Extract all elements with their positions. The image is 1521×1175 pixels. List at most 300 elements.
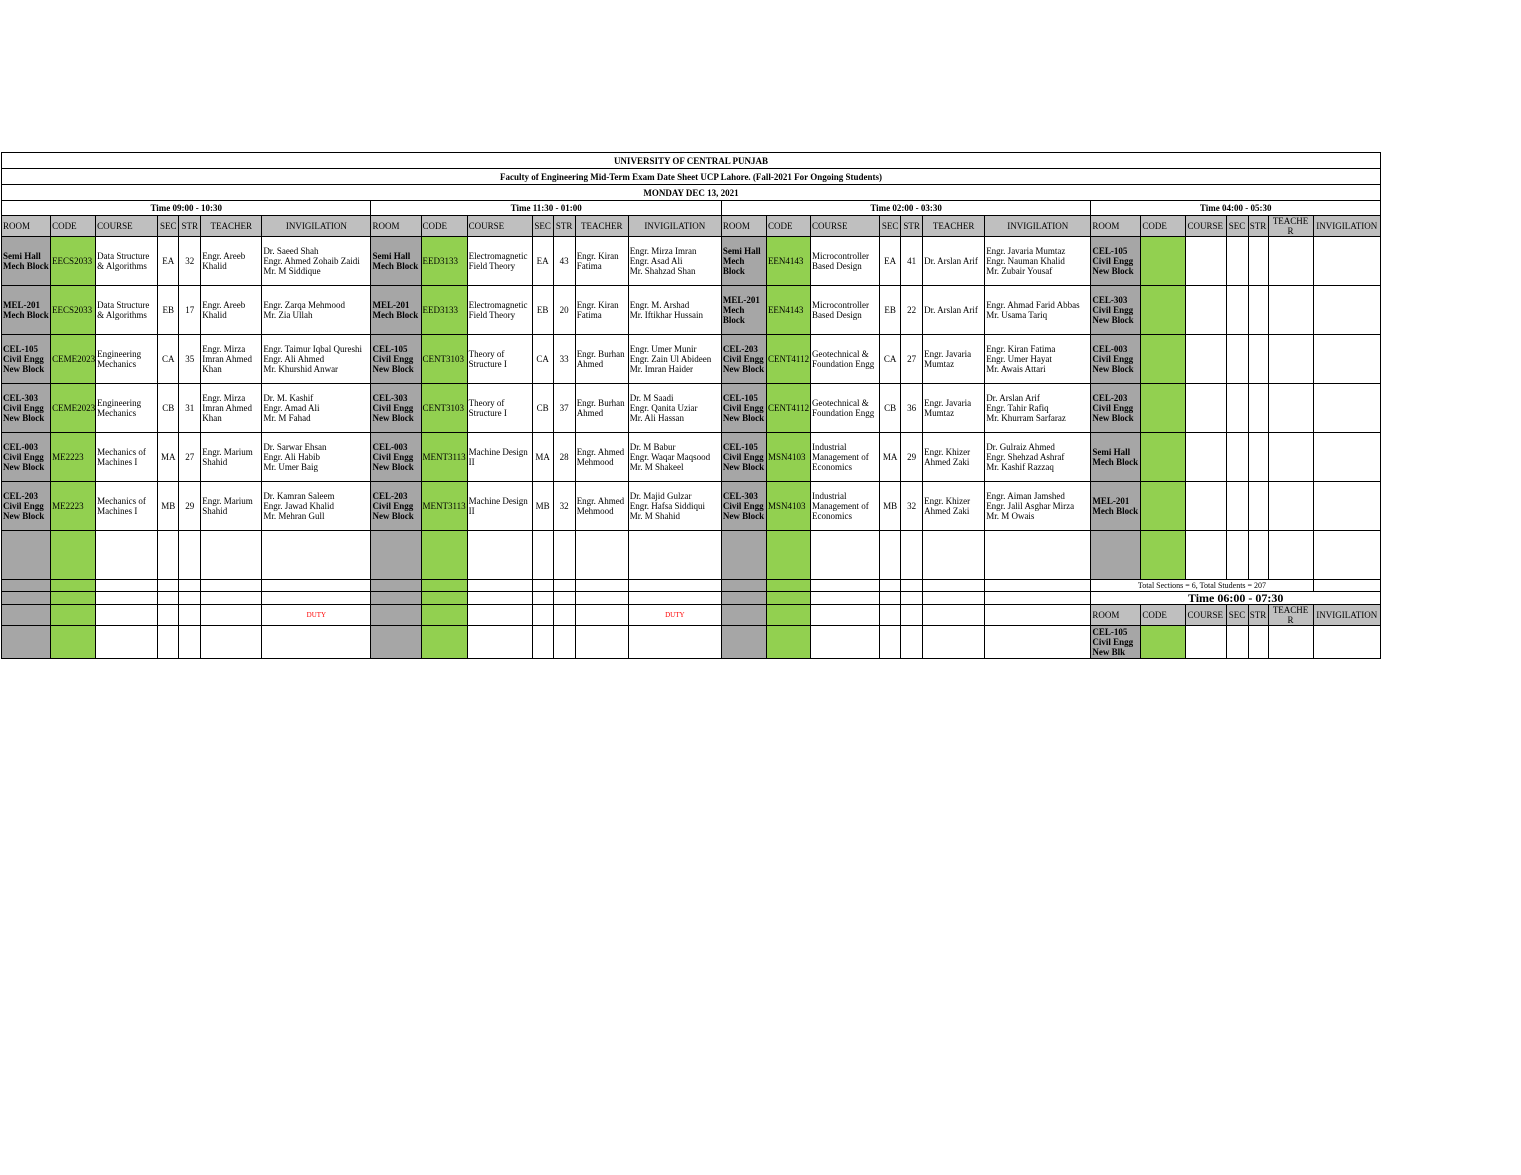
str-cell: 32 xyxy=(901,482,923,531)
table-row xyxy=(2,237,1381,286)
teacher-cell: Engr. Ahmed Mehmood xyxy=(575,433,628,482)
code-cell xyxy=(51,605,96,626)
code-cell xyxy=(766,626,810,659)
code-cell xyxy=(1141,482,1186,531)
code-cell: ME2223 xyxy=(51,482,96,531)
col-header-teacher: TEACHE R xyxy=(1268,605,1313,626)
teacher-cell: Engr. Javaria Mumtaz xyxy=(923,335,985,384)
str-cell: 32 xyxy=(553,482,575,531)
empty-cell xyxy=(1313,626,1380,659)
table-row xyxy=(2,286,1381,335)
code-cell xyxy=(1141,335,1186,384)
empty-cell xyxy=(1313,482,1380,531)
empty-cell xyxy=(1226,237,1248,286)
str-cell: 37 xyxy=(553,384,575,433)
empty-cell xyxy=(575,531,628,580)
time-slot-header: Time 04:00 - 05:30 xyxy=(1091,201,1381,216)
empty-cell xyxy=(985,592,1091,605)
empty-cell xyxy=(901,592,923,605)
code-cell: EED3133 xyxy=(421,237,467,286)
empty-cell xyxy=(1248,384,1268,433)
empty-cell xyxy=(1186,482,1226,531)
empty-cell xyxy=(532,531,553,580)
exam-subtitle: Faculty of Engineering Mid-Term Exam Date Sheet UCP Lahore. (Fall-2021 For Ongoing Students) xyxy=(2,169,1381,185)
course-cell: Mechanics of Machines I xyxy=(96,433,158,482)
col-header-invigilation: INVIGILATION xyxy=(262,216,371,237)
empty-cell xyxy=(628,580,721,592)
invigilation-cell: Engr. Mirza Imran Engr. Asad Ali Mr. Shahzad Shan xyxy=(628,237,721,286)
empty-cell xyxy=(467,580,532,592)
code-cell: ME2223 xyxy=(51,433,96,482)
empty-cell xyxy=(575,580,628,592)
room-cell xyxy=(371,531,421,580)
empty-cell xyxy=(628,531,721,580)
teacher-cell: Dr. Arslan Arif xyxy=(923,237,985,286)
str-cell: 35 xyxy=(179,335,201,384)
invigilation-cell: Dr. Gulraiz Ahmed Engr. Shehzad Ashraf Mr. Kashif Razzaq xyxy=(985,433,1091,482)
empty-cell xyxy=(467,626,532,659)
room-cell xyxy=(721,580,766,592)
sec-cell: CA xyxy=(532,335,553,384)
code-cell xyxy=(51,580,96,592)
sec-cell: EA xyxy=(880,237,901,286)
code-cell: EECS2033 xyxy=(51,237,96,286)
empty-cell xyxy=(1186,335,1226,384)
code-cell xyxy=(1141,626,1186,659)
invigilation-cell: Engr. Zarqa Mehmood Mr. Zia Ullah xyxy=(262,286,371,335)
empty-cell xyxy=(179,580,201,592)
teacher-cell: Engr. Ahmed Mehmood xyxy=(575,482,628,531)
room-cell xyxy=(2,626,51,659)
teacher-cell: Engr. Kiran Fatima xyxy=(575,286,628,335)
invigilation-cell: Dr. M. Kashif Engr. Amad Ali Mr. M Fahad xyxy=(262,384,371,433)
col-header-sec: SEC xyxy=(1226,605,1248,626)
code-cell: CENT4112 xyxy=(766,384,810,433)
col-header-invigilation: INVIGILATION xyxy=(985,216,1091,237)
empty-cell xyxy=(158,626,179,659)
code-cell: CEME2023 xyxy=(51,335,96,384)
code-cell xyxy=(51,626,96,659)
time-slot-header: Time 06:00 - 07:30 xyxy=(1091,592,1381,605)
room-cell: CEL-303 Civil Engg New Block xyxy=(371,384,421,433)
empty-cell xyxy=(880,580,901,592)
empty-cell xyxy=(1248,237,1268,286)
empty-cell xyxy=(96,626,158,659)
code-cell xyxy=(1141,433,1186,482)
empty-cell xyxy=(262,626,371,659)
str-cell: 22 xyxy=(901,286,923,335)
empty-cell xyxy=(1268,335,1313,384)
empty-cell xyxy=(179,531,201,580)
sec-cell: CB xyxy=(880,384,901,433)
empty-cell xyxy=(1186,531,1226,580)
empty-cell xyxy=(179,605,201,626)
empty-cell xyxy=(901,605,923,626)
course-cell: Microcontroller Based Design xyxy=(810,237,879,286)
col-header-room: ROOM xyxy=(371,216,421,237)
empty-cell xyxy=(467,605,532,626)
empty-cell xyxy=(158,605,179,626)
teacher-cell: Engr. Mirza Imran Ahmed Khan xyxy=(201,335,262,384)
invigilation-cell: Dr. M Babur Engr. Waqar Maqsood Mr. M Shakeel xyxy=(628,433,721,482)
duty-label: DUTY xyxy=(628,605,721,626)
sec-cell: EA xyxy=(158,237,179,286)
course-cell: Theory of Structure I xyxy=(467,384,532,433)
sec-cell: MA xyxy=(880,433,901,482)
course-cell: Industrial Management of Economics xyxy=(810,433,879,482)
empty-cell xyxy=(262,531,371,580)
code-cell xyxy=(766,592,810,605)
col-header-code: CODE xyxy=(1141,605,1186,626)
room-cell: CEL-203 Civil Engg New Block xyxy=(2,482,51,531)
teacher-cell: Engr. Areeb Khalid xyxy=(201,286,262,335)
empty-cell xyxy=(96,531,158,580)
invigilation-cell: Engr. M. Arshad Mr. Iftikhar Hussain xyxy=(628,286,721,335)
str-cell: 29 xyxy=(901,433,923,482)
time-slot-header: Time 02:00 - 03:30 xyxy=(721,201,1090,216)
invigilation-cell: Engr. Aiman Jamshed Engr. Jalil Asghar Mirza Mr. M Owais xyxy=(985,482,1091,531)
room-cell: Semi Hall Mech Block xyxy=(721,237,766,286)
course-cell: Electromagnetic Field Theory xyxy=(467,237,532,286)
room-cell: Semi Hall Mech Block xyxy=(371,237,421,286)
invigilation-cell: Dr. Saeed Shah Engr. Ahmed Zohaib Zaidi Mr. M Siddique xyxy=(262,237,371,286)
empty-cell xyxy=(532,626,553,659)
empty-cell xyxy=(1268,237,1313,286)
sec-cell: CA xyxy=(158,335,179,384)
empty-cell xyxy=(1226,531,1248,580)
teacher-cell: Dr. Arslan Arif xyxy=(923,286,985,335)
empty-cell xyxy=(923,580,985,592)
empty-cell xyxy=(1268,626,1313,659)
empty-cell xyxy=(1248,531,1268,580)
str-cell: 32 xyxy=(179,237,201,286)
col-header-code: CODE xyxy=(766,216,810,237)
room-cell: CEL-105 Civil Engg New Block xyxy=(721,384,766,433)
course-cell: Machine Design II xyxy=(467,482,532,531)
code-cell: CENT3103 xyxy=(421,384,467,433)
room-cell xyxy=(2,605,51,626)
col-header-sec: SEC xyxy=(158,216,179,237)
invigilation-cell: Engr. Kiran Fatima Engr. Umer Hayat Mr. Awais Attari xyxy=(985,335,1091,384)
room-cell: CEL-105 Civil Engg New Block xyxy=(371,335,421,384)
empty-cell xyxy=(201,626,262,659)
empty-cell xyxy=(1186,237,1226,286)
empty-cell xyxy=(553,626,575,659)
col-header-str: STR xyxy=(553,216,575,237)
empty-cell xyxy=(96,580,158,592)
course-cell: Geotechnical & Foundation Engg xyxy=(810,384,879,433)
empty-cell xyxy=(553,580,575,592)
room-cell: CEL-303 Civil Engg New Block xyxy=(1091,286,1141,335)
empty-cell xyxy=(1226,384,1248,433)
room-cell: CEL-003 Civil Engg New Block xyxy=(2,433,51,482)
col-header-course: COURSE xyxy=(467,216,532,237)
str-cell: 27 xyxy=(901,335,923,384)
course-cell: Theory of Structure I xyxy=(467,335,532,384)
invigilation-cell: Engr. Ahmad Farid Abbas Mr. Usama Tariq xyxy=(985,286,1091,335)
str-cell: 36 xyxy=(901,384,923,433)
room-cell xyxy=(2,592,51,605)
empty-cell xyxy=(553,605,575,626)
empty-cell xyxy=(1186,286,1226,335)
empty-cell xyxy=(532,605,553,626)
date-sheet-table xyxy=(1,152,1381,659)
empty-cell xyxy=(880,626,901,659)
empty-cell xyxy=(1313,580,1380,592)
empty-cell xyxy=(923,626,985,659)
invigilation-cell: Dr. Arslan Arif Engr. Tahir Rafiq Mr. Khurram Sarfaraz xyxy=(985,384,1091,433)
room-cell: MEL-201 Mech Block xyxy=(721,286,766,335)
teacher-cell: Engr. Khizer Ahmed Zaki xyxy=(923,482,985,531)
empty-cell xyxy=(179,626,201,659)
empty-cell xyxy=(901,626,923,659)
col-header-teacher: TEACHER xyxy=(201,216,262,237)
empty-cell xyxy=(553,592,575,605)
code-cell: CENT3103 xyxy=(421,335,467,384)
teacher-cell: Engr. Javaria Mumtaz xyxy=(923,384,985,433)
sec-cell: MB xyxy=(158,482,179,531)
sec-cell: EB xyxy=(532,286,553,335)
code-cell xyxy=(1141,286,1186,335)
invigilation-cell: Dr. Sarwar Ehsan Engr. Ali Habib Mr. Umer Baig xyxy=(262,433,371,482)
room-cell: CEL-105 Civil Engg New Blk xyxy=(1091,626,1141,659)
exam-date: MONDAY DEC 13, 2021 xyxy=(2,185,1381,201)
duty-label: DUTY xyxy=(262,605,371,626)
empty-cell xyxy=(1268,433,1313,482)
room-cell: CEL-303 Civil Engg New Block xyxy=(721,482,766,531)
room-cell: Semi Hall Mech Block xyxy=(2,237,51,286)
empty-cell xyxy=(1268,286,1313,335)
empty-cell xyxy=(923,592,985,605)
empty-cell xyxy=(553,531,575,580)
str-cell: 33 xyxy=(553,335,575,384)
room-cell: Semi Hall Mech Block xyxy=(1091,433,1141,482)
empty-cell xyxy=(1226,335,1248,384)
empty-cell xyxy=(158,592,179,605)
room-cell xyxy=(2,531,51,580)
str-cell: 29 xyxy=(179,482,201,531)
empty-cell xyxy=(575,626,628,659)
empty-cell xyxy=(1248,286,1268,335)
code-cell xyxy=(1141,237,1186,286)
sec-cell: CB xyxy=(158,384,179,433)
room-cell: CEL-105 Civil Engg New Block xyxy=(2,335,51,384)
code-cell: EEN4143 xyxy=(766,286,810,335)
str-cell: 27 xyxy=(179,433,201,482)
course-cell: Industrial Management of Economics xyxy=(810,482,879,531)
empty-cell xyxy=(901,580,923,592)
code-cell xyxy=(421,580,467,592)
room-cell xyxy=(721,592,766,605)
empty-cell xyxy=(1186,433,1226,482)
empty-cell xyxy=(985,626,1091,659)
col-header-teacher: TEACHE R xyxy=(1268,216,1313,237)
room-cell: CEL-003 Civil Engg New Block xyxy=(371,433,421,482)
code-cell: MENT3113 xyxy=(421,482,467,531)
sec-cell: EB xyxy=(158,286,179,335)
course-cell: Geotechnical & Foundation Engg xyxy=(810,335,879,384)
str-cell: 31 xyxy=(179,384,201,433)
code-cell xyxy=(51,531,96,580)
empty-cell xyxy=(201,531,262,580)
empty-cell xyxy=(262,580,371,592)
empty-cell xyxy=(1313,237,1380,286)
empty-cell xyxy=(201,592,262,605)
empty-cell xyxy=(158,580,179,592)
room-cell: CEL-303 Civil Engg New Block xyxy=(2,384,51,433)
university-title: UNIVERSITY OF CENTRAL PUNJAB xyxy=(2,153,1381,169)
col-header-invigilation: INVIGILATION xyxy=(1313,216,1380,237)
room-cell: MEL-201 Mech Block xyxy=(2,286,51,335)
empty-cell xyxy=(1313,531,1380,580)
sec-cell: MB xyxy=(880,482,901,531)
invigilation-cell: Dr. Majid Gulzar Engr. Hafsa Siddiqui Mr. M Shahid xyxy=(628,482,721,531)
col-header-str: STR xyxy=(179,216,201,237)
empty-cell xyxy=(575,592,628,605)
empty-cell xyxy=(575,605,628,626)
col-header-room: ROOM xyxy=(1091,605,1141,626)
empty-cell xyxy=(1226,286,1248,335)
sec-cell: CB xyxy=(532,384,553,433)
code-cell: EEN4143 xyxy=(766,237,810,286)
empty-cell xyxy=(1226,626,1248,659)
invigilation-cell: Engr. Umer Munir Engr. Zain Ul Abideen Mr. Imran Haider xyxy=(628,335,721,384)
empty-cell xyxy=(1248,626,1268,659)
col-header-str: STR xyxy=(1248,605,1268,626)
sec-cell: MB xyxy=(532,482,553,531)
sec-cell: MA xyxy=(532,433,553,482)
str-cell: 43 xyxy=(553,237,575,286)
empty-cell xyxy=(880,605,901,626)
col-header-sec: SEC xyxy=(880,216,901,237)
empty-cell xyxy=(1313,433,1380,482)
empty-cell xyxy=(201,605,262,626)
empty-cell xyxy=(96,605,158,626)
col-header-course: COURSE xyxy=(1186,605,1226,626)
empty-cell xyxy=(985,605,1091,626)
teacher-cell: Engr. Mirza Imran Ahmed Khan xyxy=(201,384,262,433)
course-cell: Data Structure & Algorithms xyxy=(96,286,158,335)
code-cell xyxy=(1141,384,1186,433)
room-cell: CEL-105 Civil Engg New Block xyxy=(1091,237,1141,286)
empty-cell xyxy=(1186,626,1226,659)
col-header-course: COURSE xyxy=(1186,216,1226,237)
room-cell xyxy=(371,592,421,605)
col-header-code: CODE xyxy=(421,216,467,237)
invigilation-cell: Engr. Javaria Mumtaz Engr. Nauman Khalid Mr. Zubair Yousaf xyxy=(985,237,1091,286)
empty-cell xyxy=(1313,286,1380,335)
course-cell: Machine Design II xyxy=(467,433,532,482)
col-header-str: STR xyxy=(1248,216,1268,237)
col-header-sec: SEC xyxy=(532,216,553,237)
invigilation-cell: Dr. M Saadi Engr. Qanita Uziar Mr. Ali Hassan xyxy=(628,384,721,433)
empty-cell xyxy=(1268,384,1313,433)
code-cell: CENT4112 xyxy=(766,335,810,384)
code-cell xyxy=(766,531,810,580)
table-row xyxy=(2,433,1381,482)
code-cell xyxy=(421,605,467,626)
code-cell: EED3133 xyxy=(421,286,467,335)
sec-cell: EA xyxy=(532,237,553,286)
empty-cell xyxy=(532,580,553,592)
col-header-course: COURSE xyxy=(810,216,879,237)
code-cell xyxy=(1141,531,1186,580)
teacher-cell: Engr. Burhan Ahmed xyxy=(575,384,628,433)
table-row xyxy=(2,384,1381,433)
room-cell xyxy=(371,626,421,659)
col-header-str: STR xyxy=(901,216,923,237)
empty-cell xyxy=(901,531,923,580)
col-header-room: ROOM xyxy=(2,216,51,237)
course-cell: Engineering Mechanics xyxy=(96,335,158,384)
code-cell: MSN4103 xyxy=(766,433,810,482)
sec-cell: CA xyxy=(880,335,901,384)
str-cell: 28 xyxy=(553,433,575,482)
empty-cell xyxy=(1226,482,1248,531)
empty-cell xyxy=(810,592,879,605)
empty-cell xyxy=(810,531,879,580)
teacher-cell: Engr. Marium Shahid xyxy=(201,433,262,482)
teacher-cell: Engr. Kiran Fatima xyxy=(575,237,628,286)
course-cell: Electromagnetic Field Theory xyxy=(467,286,532,335)
room-cell: CEL-105 Civil Engg New Block xyxy=(721,433,766,482)
code-cell xyxy=(421,531,467,580)
sec-cell: MA xyxy=(158,433,179,482)
room-cell: CEL-203 Civil Engg New Block xyxy=(371,482,421,531)
invigilation-cell: Engr. Taimur Iqbal Qureshi Engr. Ali Ahmed Mr. Khurshid Anwar xyxy=(262,335,371,384)
course-cell: Data Structure & Algorithms xyxy=(96,237,158,286)
empty-cell xyxy=(923,531,985,580)
room-cell: CEL-203 Civil Engg New Block xyxy=(721,335,766,384)
col-header-sec: SEC xyxy=(1226,216,1248,237)
empty-cell xyxy=(628,626,721,659)
room-cell xyxy=(2,580,51,592)
col-header-room: ROOM xyxy=(1091,216,1141,237)
room-cell: CEL-203 Civil Engg New Block xyxy=(1091,384,1141,433)
empty-cell xyxy=(1268,531,1313,580)
teacher-cell: Engr. Burhan Ahmed xyxy=(575,335,628,384)
str-cell: 20 xyxy=(553,286,575,335)
course-cell: Mechanics of Machines I xyxy=(96,482,158,531)
room-cell: MEL-201 Mech Block xyxy=(1091,482,1141,531)
empty-cell xyxy=(985,531,1091,580)
empty-cell xyxy=(1248,482,1268,531)
empty-cell xyxy=(923,605,985,626)
empty-cell xyxy=(628,592,721,605)
col-header-invigilation: INVIGILATION xyxy=(628,216,721,237)
teacher-cell: Engr. Areeb Khalid xyxy=(201,237,262,286)
empty-cell xyxy=(1248,335,1268,384)
course-cell: Engineering Mechanics xyxy=(96,384,158,433)
empty-cell xyxy=(880,592,901,605)
empty-cell xyxy=(1248,433,1268,482)
code-cell: MSN4103 xyxy=(766,482,810,531)
room-cell: MEL-201 Mech Block xyxy=(371,286,421,335)
empty-cell xyxy=(96,592,158,605)
time-slot-header: Time 11:30 - 01:00 xyxy=(371,201,721,216)
totals-summary: Total Sections = 6, Total Students = 207 xyxy=(1091,580,1313,592)
time-slot-header: Time 09:00 - 10:30 xyxy=(2,201,371,216)
code-cell: CEME2023 xyxy=(51,384,96,433)
col-header-invigilation: INVIGILATION xyxy=(1313,605,1380,626)
empty-cell xyxy=(810,626,879,659)
code-cell xyxy=(421,592,467,605)
empty-cell xyxy=(1186,384,1226,433)
str-cell: 41 xyxy=(901,237,923,286)
empty-cell xyxy=(810,605,879,626)
empty-cell xyxy=(810,580,879,592)
col-header-code: CODE xyxy=(1141,216,1186,237)
